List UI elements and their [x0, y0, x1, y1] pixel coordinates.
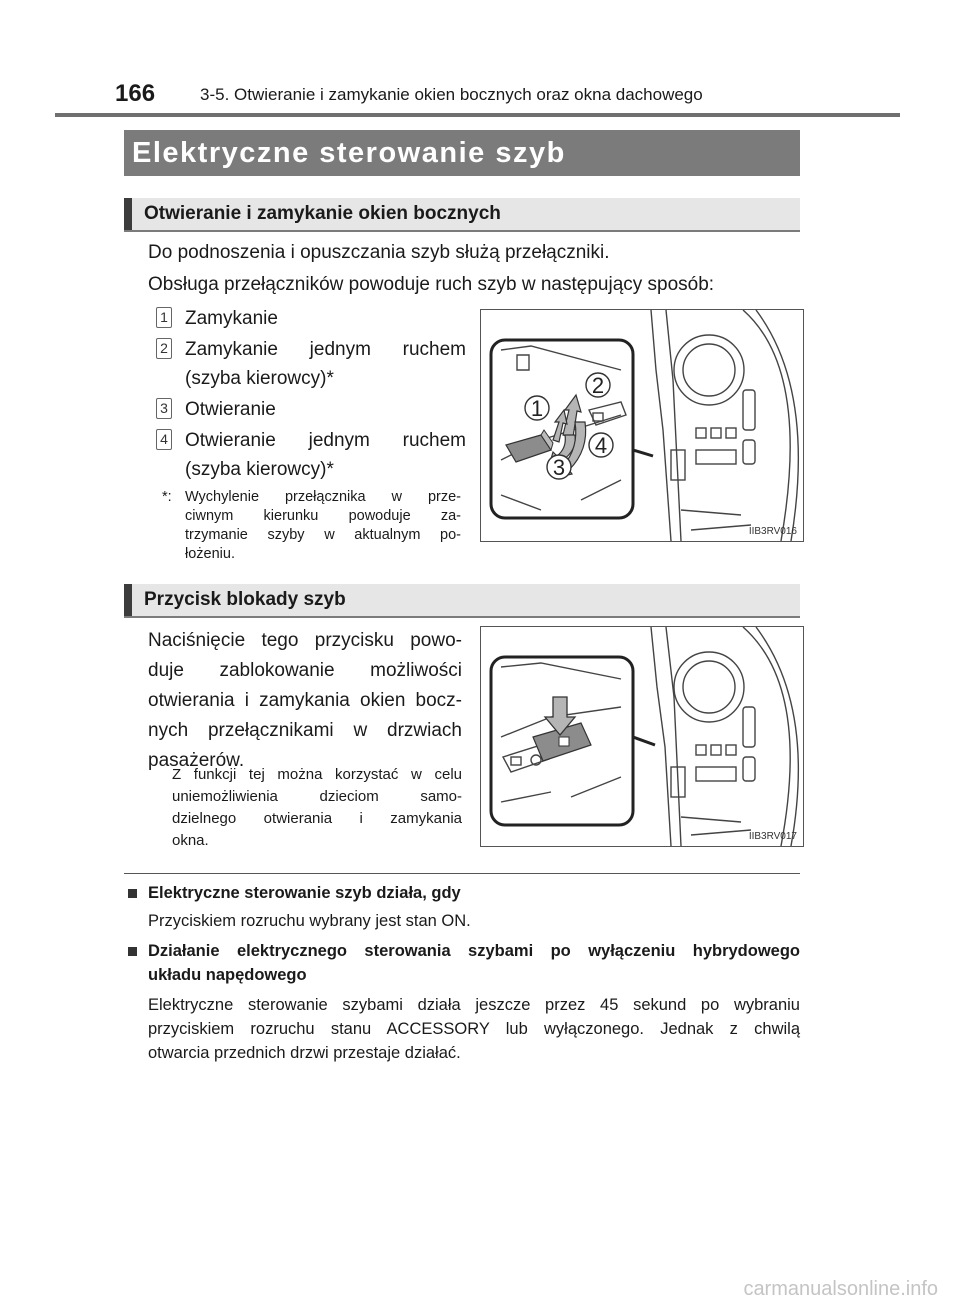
info-title — [148, 939, 800, 987]
step-text: Otwieranie jednym ruchem — [185, 430, 466, 451]
square-bullet-icon — [128, 889, 137, 898]
description-line: Naciśnięcie tego przycisku powo- — [148, 630, 462, 651]
note-line: dzielnego otwierania i zamykania — [172, 810, 462, 827]
section-title: Elektryczne sterowanie szyb — [124, 130, 800, 176]
watermark: carmanualsonline.info — [743, 1278, 938, 1300]
window-switch-illustration — [481, 310, 803, 541]
intro-text-2: Obsługa przełączników powoduje ruch szyb w następujący sposób: — [148, 274, 715, 295]
step-number-badge: 3 — [156, 398, 172, 419]
header-rule — [55, 113, 900, 117]
subheading-side-windows: Otwieranie i zamykanie okien bocznych — [124, 198, 800, 232]
footnote-line: ciwnym kierunku powoduje za- — [185, 508, 461, 524]
page-number: 166 — [115, 80, 156, 107]
info-title-line: układu napędowego — [148, 966, 307, 984]
step-text-cont: (szyba kierowcy)* — [185, 459, 334, 480]
description-line: nych przełącznikami w drzwiach — [148, 720, 462, 741]
info-body: Przyciskiem rozruchu wybrany jest stan ON. — [148, 912, 471, 930]
info-title-line: Działanie elektrycznego sterowania szybami po wyłączeniu hybrydowego — [148, 942, 800, 960]
info-title: Elektryczne sterowanie szyb działa, gdy — [148, 884, 461, 902]
square-bullet-icon — [128, 947, 137, 956]
step-text-cont: (szyba kierowcy)* — [185, 368, 334, 389]
step-item — [156, 304, 466, 333]
step-item — [156, 395, 466, 424]
description-line: pasażerów. — [148, 750, 245, 771]
step-item — [156, 426, 466, 484]
figure-window-switch — [480, 309, 804, 542]
info-body-line: Elektryczne sterowanie szybami działa jeszcze przez 45 sekund po wybraniu — [148, 996, 800, 1014]
subheading-lock-button: Przycisk blokady szyb — [124, 584, 800, 618]
info-body — [148, 993, 800, 1065]
callout-2: 2 — [591, 373, 605, 398]
step-text: Zamykanie — [185, 308, 278, 329]
note-line: uniemożliwienia dzieciom samo- — [172, 788, 462, 805]
info-body-line: otwarcia przednich drzwi przestaje działać. — [148, 1044, 461, 1062]
lock-button-illustration — [481, 627, 803, 846]
step-number-badge: 1 — [156, 307, 172, 328]
callout-3: 3 — [552, 455, 566, 480]
figure-code: IIB3RV017 — [748, 831, 797, 842]
step-number-badge: 2 — [156, 338, 172, 359]
step-text: Otwieranie — [185, 399, 276, 420]
note-line: okna. — [172, 832, 209, 849]
note-line: Z funkcji tej można korzystać w celu — [172, 766, 462, 783]
content-rule — [124, 873, 800, 874]
lock-button-note — [172, 764, 462, 852]
footnote-line: trzymanie szyby w aktualnym po- — [185, 527, 461, 543]
footnote-line: łożeniu. — [185, 546, 235, 562]
lock-button-description — [148, 626, 462, 776]
description-line: duje zablokowanie możliwości — [148, 660, 462, 681]
footnote — [185, 488, 461, 564]
info-body-line: przyciskiem rozruchu stanu ACCESSORY lub wyłączonego. Jednak z chwilą — [148, 1020, 800, 1038]
running-title: 3-5. Otwieranie i zamykanie okien bocznych oraz okna dachowego — [200, 85, 703, 104]
footnote-line: Wychylenie przełącznika w prze- — [185, 489, 461, 505]
figure-code: IIB3RV016 — [748, 526, 797, 537]
intro-text-1: Do podnoszenia i opuszczania szyb służą przełączniki. — [148, 242, 610, 263]
callout-4: 4 — [594, 433, 608, 458]
step-text: Zamykanie jednym ruchem — [185, 339, 466, 360]
step-item — [156, 335, 466, 393]
step-number-badge: 4 — [156, 429, 172, 450]
figure-lock-button — [480, 626, 804, 847]
description-line: otwierania i zamykania okien bocz- — [148, 690, 462, 711]
callout-1: 1 — [530, 396, 544, 421]
footnote-mark: *: — [162, 489, 172, 505]
